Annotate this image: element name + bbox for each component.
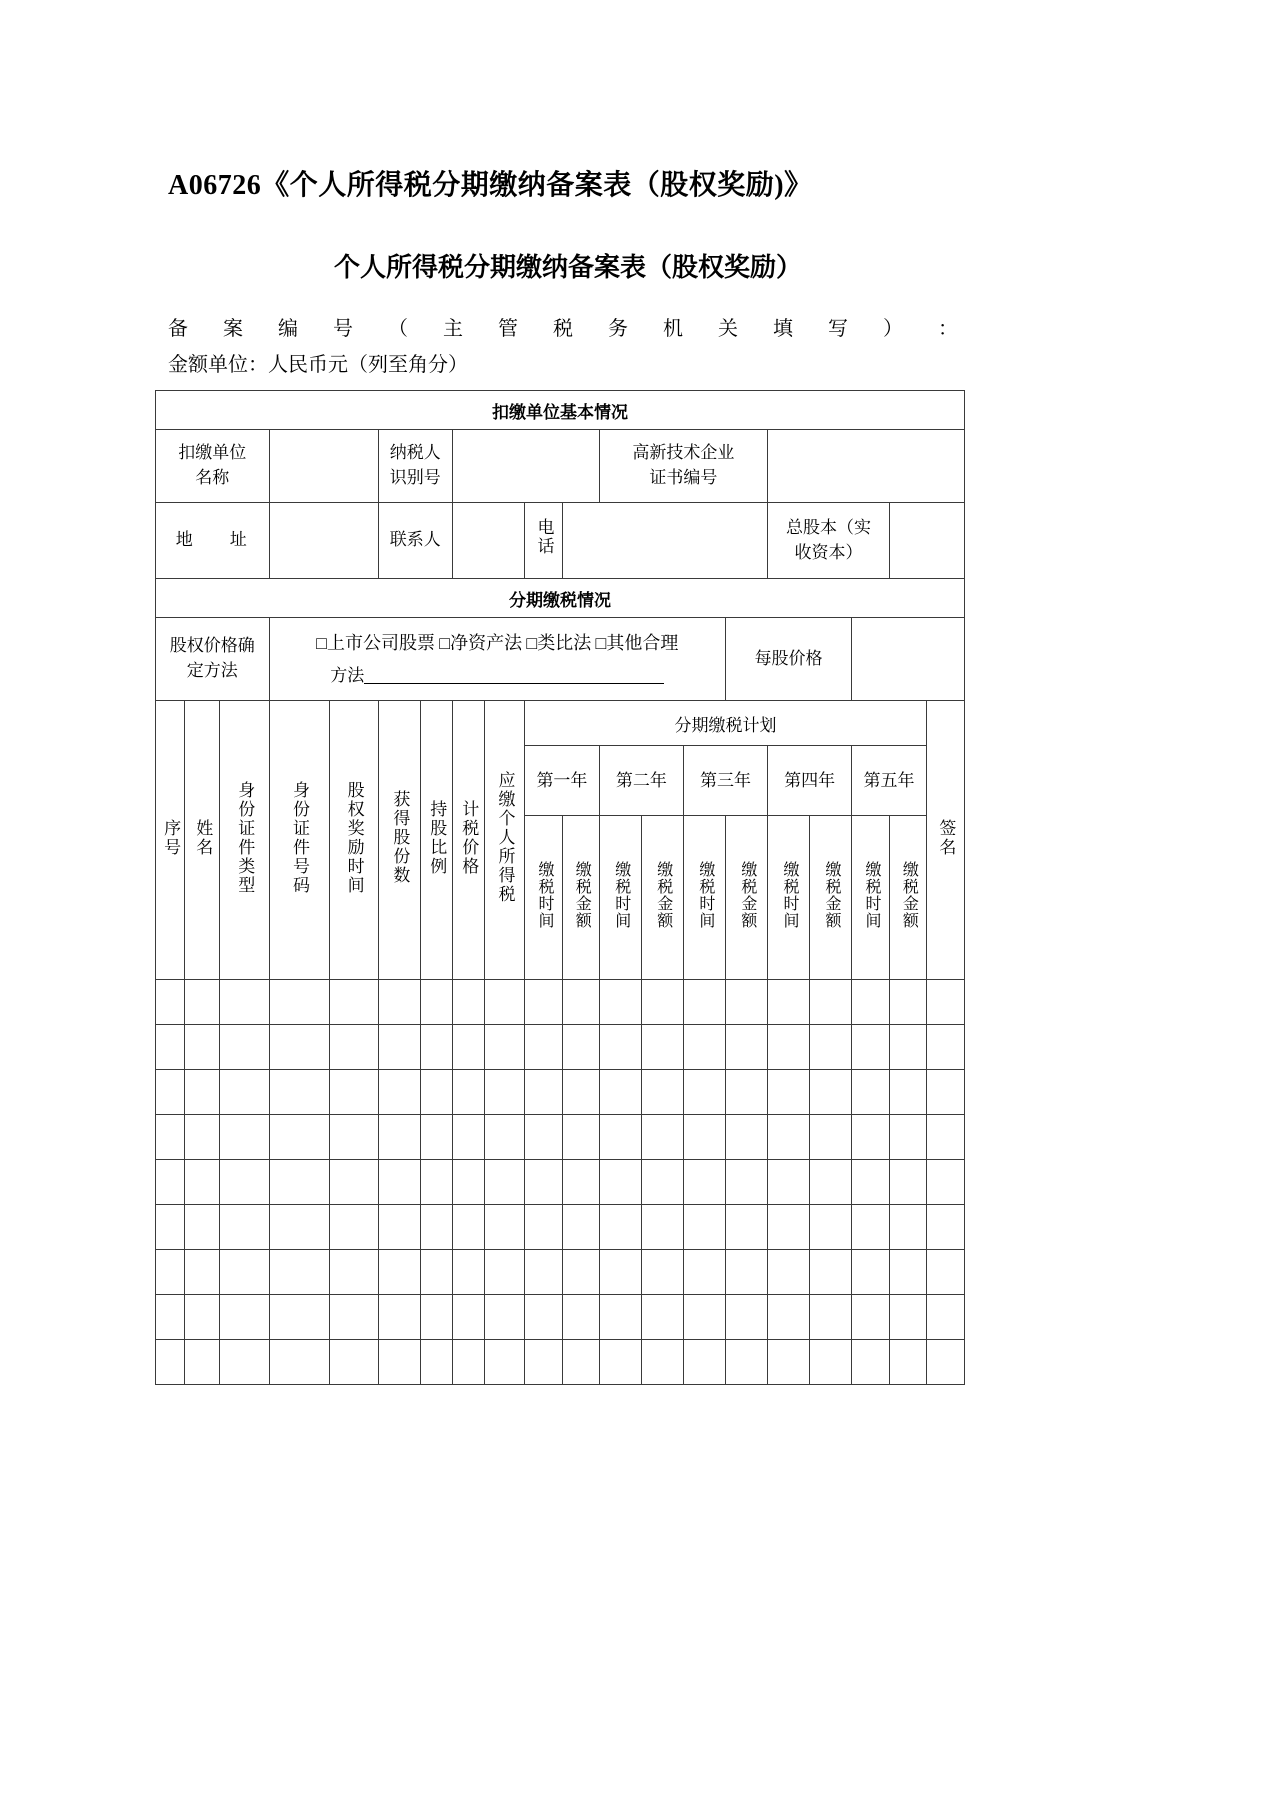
cell-id_number[interactable] <box>269 1070 329 1115</box>
cell-year-5-amount[interactable] <box>890 1115 927 1160</box>
cell-signature[interactable] <box>926 1070 964 1115</box>
section-band-row <box>156 391 965 430</box>
cell-seq[interactable] <box>156 980 185 1025</box>
cell-share_ratio[interactable] <box>421 980 453 1025</box>
record-number-char-1: 案 <box>223 318 243 340</box>
cell-signature[interactable] <box>926 1250 964 1295</box>
cell-share_ratio[interactable] <box>421 1115 453 1160</box>
field-label-withholding-unit-name <box>156 430 270 503</box>
checkbox-option-other[interactable]: □其他合理 <box>595 632 679 653</box>
cell-tax_due[interactable] <box>485 1160 525 1205</box>
cell-tax_price[interactable] <box>452 1295 485 1340</box>
table-row <box>156 1070 965 1115</box>
cell-year-3-time[interactable] <box>683 1115 725 1160</box>
column-header-y5-amount: 缴税金额 <box>890 815 927 979</box>
cell-year-4-time[interactable] <box>768 1070 810 1115</box>
cell-tax_price[interactable] <box>452 1070 485 1115</box>
cell-year-2-amount[interactable] <box>641 980 683 1025</box>
column-header-tax-price: 计税价格 <box>452 701 485 980</box>
record-number-char-12: 写 <box>828 318 848 340</box>
cell-tax_price[interactable] <box>452 980 485 1025</box>
cell-year-2-time[interactable] <box>599 1070 641 1115</box>
record-number-char-10: 关 <box>718 318 738 340</box>
record-number-char-9: 机 <box>663 318 683 340</box>
cell-year-3-amount[interactable] <box>725 1295 767 1340</box>
cell-year-3-amount[interactable] <box>725 980 767 1025</box>
section-band-row-2 <box>156 579 965 618</box>
table-row <box>156 1340 965 1385</box>
cell-share_count[interactable] <box>378 1205 420 1250</box>
cell-year-2-amount[interactable] <box>641 1250 683 1295</box>
cell-id_number[interactable] <box>269 1160 329 1205</box>
cell-tax_price[interactable] <box>452 1160 485 1205</box>
price-method-row <box>156 618 965 701</box>
field-label-price-per-share: 每股价格 <box>725 618 851 701</box>
cell-year-5-amount[interactable] <box>890 1340 927 1385</box>
field-value-address[interactable] <box>269 503 378 579</box>
main-header-row-1 <box>156 701 965 746</box>
field-label-taxpayer-id <box>378 430 452 503</box>
cell-year-1-time[interactable] <box>525 1250 563 1295</box>
field-value-price-per-share[interactable] <box>852 618 965 701</box>
cell-tax_due[interactable] <box>485 1340 525 1385</box>
label-line-2: 名称 <box>195 468 230 487</box>
checkbox-option-net-asset[interactable]: □净资产法 <box>439 632 523 653</box>
cell-year-2-amount[interactable] <box>641 1205 683 1250</box>
section-title-withholding: 扣缴单位基本情况 <box>156 391 965 430</box>
field-label-address <box>156 503 270 579</box>
cell-year-2-amount[interactable] <box>641 1340 683 1385</box>
cell-award_time[interactable] <box>329 1295 378 1340</box>
field-value-phone[interactable] <box>562 503 767 579</box>
withholding-info-row-2 <box>156 503 965 579</box>
cell-year-4-amount[interactable] <box>810 1115 852 1160</box>
cell-year-1-time[interactable] <box>525 1160 563 1205</box>
cell-year-1-time[interactable] <box>525 1025 563 1070</box>
column-header-y5-time: 缴税时间 <box>852 815 890 979</box>
cell-share_ratio[interactable] <box>421 1025 453 1070</box>
other-method-input[interactable] <box>364 664 664 684</box>
cell-name[interactable] <box>185 1340 220 1385</box>
column-header-id-type: 身份证件类型 <box>220 701 269 980</box>
record-number-char-7: 税 <box>553 318 573 340</box>
column-header-share-count: 获得股份数 <box>378 701 420 980</box>
cell-year-3-amount[interactable] <box>725 1070 767 1115</box>
cell-share_count[interactable] <box>378 1340 420 1385</box>
checkbox-options-line <box>270 626 725 660</box>
cell-year-2-time[interactable] <box>599 1160 641 1205</box>
label-line-2: 识别号 <box>389 468 441 487</box>
cell-tax_due[interactable] <box>485 1250 525 1295</box>
table-row <box>156 1115 965 1160</box>
cell-year-5-time[interactable] <box>852 1340 890 1385</box>
record-number-char-5: 主 <box>443 318 463 340</box>
cell-year-1-amount[interactable] <box>562 1205 599 1250</box>
cell-year-2-amount[interactable] <box>641 1070 683 1115</box>
cell-tax_due[interactable] <box>485 980 525 1025</box>
cell-share_count[interactable] <box>378 1160 420 1205</box>
cell-name[interactable] <box>185 980 220 1025</box>
column-header-installment-plan: 分期缴税计划 <box>525 701 927 746</box>
field-value-hightech-cert-no[interactable] <box>768 430 965 503</box>
cell-share_ratio[interactable] <box>421 1340 453 1385</box>
cell-year-1-time[interactable] <box>525 980 563 1025</box>
cell-tax_price[interactable] <box>452 1340 485 1385</box>
cell-share_count[interactable] <box>378 1070 420 1115</box>
cell-year-2-time[interactable] <box>599 1295 641 1340</box>
cell-year-1-time[interactable] <box>525 1205 563 1250</box>
cell-share_ratio[interactable] <box>421 1250 453 1295</box>
cell-year-4-amount[interactable] <box>810 1160 852 1205</box>
cell-signature[interactable] <box>926 1295 964 1340</box>
table-row <box>156 1205 965 1250</box>
withholding-info-row-1 <box>156 430 965 503</box>
other-method-label: 方法 <box>330 666 365 685</box>
cell-year-3-time[interactable] <box>683 1205 725 1250</box>
cell-year-2-time[interactable] <box>599 1205 641 1250</box>
cell-tax_price[interactable] <box>452 1115 485 1160</box>
cell-year-4-amount[interactable] <box>810 1340 852 1385</box>
cell-year-1-time[interactable] <box>525 1070 563 1115</box>
cell-id_number[interactable] <box>269 1115 329 1160</box>
record-number-char-8: 务 <box>608 318 628 340</box>
cell-name[interactable] <box>185 1205 220 1250</box>
label-line-1: 纳税人 <box>389 443 441 463</box>
cell-signature[interactable] <box>926 1160 964 1205</box>
cell-year-3-time[interactable] <box>683 1070 725 1115</box>
cell-year-1-time[interactable] <box>525 1295 563 1340</box>
label-line-1: 高新技术企业 <box>632 443 735 463</box>
cell-year-2-time[interactable] <box>599 1340 641 1385</box>
other-method-input-line <box>270 660 725 692</box>
cell-year-3-amount[interactable] <box>725 1250 767 1295</box>
field-value-total-capital[interactable] <box>890 503 965 579</box>
cell-year-3-time[interactable] <box>683 1250 725 1295</box>
column-header-y4-time: 缴税时间 <box>768 815 810 979</box>
cell-id_type[interactable] <box>220 1250 269 1295</box>
column-header-y1-time: 缴税时间 <box>525 815 563 979</box>
cell-id_number[interactable] <box>269 1340 329 1385</box>
cell-year-5-amount[interactable] <box>890 1070 927 1115</box>
cell-year-4-amount[interactable] <box>810 980 852 1025</box>
column-header-share-ratio: 持股比例 <box>421 701 453 980</box>
section-title-installment: 分期缴税情况 <box>156 579 965 618</box>
column-header-seq: 序号 <box>156 701 185 980</box>
cell-year-5-amount[interactable] <box>890 1025 927 1070</box>
cell-year-2-time[interactable] <box>599 1025 641 1070</box>
cell-year-5-time[interactable] <box>852 980 890 1025</box>
cell-share_ratio[interactable] <box>421 1205 453 1250</box>
cell-id_number[interactable] <box>269 1025 329 1070</box>
field-label-price-method <box>156 618 270 701</box>
cell-year-5-time[interactable] <box>852 1115 890 1160</box>
field-label-total-capital <box>768 503 890 579</box>
column-header-y2-amount: 缴税金额 <box>641 815 683 979</box>
cell-year-1-amount[interactable] <box>562 1160 599 1205</box>
label-line-2: 定方法 <box>186 661 238 680</box>
cell-share_ratio[interactable] <box>421 1160 453 1205</box>
cell-year-3-amount[interactable] <box>725 1115 767 1160</box>
column-header-year-4: 第四年 <box>768 746 852 815</box>
label-line-1: 股权价格确 <box>169 636 255 656</box>
cell-award_time[interactable] <box>329 1025 378 1070</box>
cell-id_number[interactable] <box>269 1250 329 1295</box>
cell-share_ratio[interactable] <box>421 1070 453 1115</box>
column-header-signature: 签名 <box>926 701 964 980</box>
cell-share_count[interactable] <box>378 1250 420 1295</box>
cell-seq[interactable] <box>156 1250 185 1295</box>
label-line-1: 扣缴单位 <box>178 443 247 463</box>
cell-award_time[interactable] <box>329 1115 378 1160</box>
cell-id_type[interactable] <box>220 1070 269 1115</box>
cell-year-5-time[interactable] <box>852 1295 890 1340</box>
cell-id_type[interactable] <box>220 980 269 1025</box>
record-number-char-3: 号 <box>333 318 353 340</box>
cell-tax_due[interactable] <box>485 1070 525 1115</box>
label-text: 电话 <box>534 517 554 556</box>
cell-signature[interactable] <box>926 1205 964 1250</box>
record-number-char-13: ） <box>883 318 903 340</box>
field-label-hightech-cert-no <box>599 430 767 503</box>
cell-seq[interactable] <box>156 1160 185 1205</box>
cell-year-5-time[interactable] <box>852 1205 890 1250</box>
column-header-year-1: 第一年 <box>525 746 600 815</box>
field-value-withholding-unit-name[interactable] <box>269 430 378 503</box>
record-number-char-6: 管 <box>498 318 518 340</box>
table-row <box>156 980 965 1025</box>
table-row <box>156 1250 965 1295</box>
cell-year-1-amount[interactable] <box>562 1340 599 1385</box>
cell-award_time[interactable] <box>329 1160 378 1205</box>
cell-year-3-amount[interactable] <box>725 1160 767 1205</box>
cell-year-3-time[interactable] <box>683 1025 725 1070</box>
cell-tax_due[interactable] <box>485 1025 525 1070</box>
record-number-char-2: 编 <box>278 318 298 340</box>
cell-year-3-amount[interactable] <box>725 1340 767 1385</box>
cell-year-3-amount[interactable] <box>725 1025 767 1070</box>
cell-year-1-amount[interactable] <box>562 1295 599 1340</box>
cell-id_number[interactable] <box>269 980 329 1025</box>
cell-year-3-time[interactable] <box>683 980 725 1025</box>
field-value-taxpayer-id[interactable] <box>452 430 599 503</box>
cell-share_count[interactable] <box>378 1295 420 1340</box>
column-header-y2-time: 缴税时间 <box>599 815 641 979</box>
cell-id_number[interactable] <box>269 1295 329 1340</box>
cell-share_count[interactable] <box>378 1115 420 1160</box>
cell-name[interactable] <box>185 1025 220 1070</box>
field-value-contact-person[interactable] <box>452 503 525 579</box>
column-header-name: 姓名 <box>185 701 220 980</box>
cell-year-2-amount[interactable] <box>641 1295 683 1340</box>
cell-name[interactable] <box>185 1115 220 1160</box>
cell-year-3-time[interactable] <box>683 1295 725 1340</box>
cell-id_type[interactable] <box>220 1340 269 1385</box>
cell-year-4-time[interactable] <box>768 980 810 1025</box>
cell-id_type[interactable] <box>220 1160 269 1205</box>
price-method-options-cell[interactable] <box>269 618 725 701</box>
cell-name[interactable] <box>185 1160 220 1205</box>
column-header-year-5: 第五年 <box>852 746 927 815</box>
cell-tax_price[interactable] <box>452 1205 485 1250</box>
label-line-2: 证书编号 <box>649 468 718 487</box>
record-number-char-0: 备 <box>168 318 188 340</box>
amount-unit-note: 金额单位：人民币元（列至角分） <box>168 354 468 376</box>
cell-year-5-amount[interactable] <box>890 1295 927 1340</box>
cell-seq[interactable] <box>156 1070 185 1115</box>
cell-year-3-time[interactable] <box>683 1340 725 1385</box>
cell-id_type[interactable] <box>220 1115 269 1160</box>
cell-year-2-time[interactable] <box>599 1115 641 1160</box>
column-header-y3-amount: 缴税金额 <box>725 815 767 979</box>
checkbox-option-analogy[interactable]: □类比法 <box>526 632 592 653</box>
record-number-char-14: ： <box>938 318 958 340</box>
cell-tax_due[interactable] <box>485 1115 525 1160</box>
cell-award_time[interactable] <box>329 1250 378 1295</box>
cell-year-5-amount[interactable] <box>890 1160 927 1205</box>
cell-tax_price[interactable] <box>452 1250 485 1295</box>
cell-year-5-amount[interactable] <box>890 1250 927 1295</box>
cell-year-4-time[interactable] <box>768 1295 810 1340</box>
cell-id_type[interactable] <box>220 1205 269 1250</box>
cell-year-5-amount[interactable] <box>890 1205 927 1250</box>
cell-year-1-amount[interactable] <box>562 980 599 1025</box>
cell-year-4-amount[interactable] <box>810 1025 852 1070</box>
cell-id_type[interactable] <box>220 1295 269 1340</box>
cell-year-1-amount[interactable] <box>562 1070 599 1115</box>
cell-year-5-time[interactable] <box>852 1250 890 1295</box>
cell-award_time[interactable] <box>329 1205 378 1250</box>
cell-year-2-time[interactable] <box>599 980 641 1025</box>
cell-award_time[interactable] <box>329 980 378 1025</box>
cell-year-4-time[interactable] <box>768 1160 810 1205</box>
cell-seq[interactable] <box>156 1205 185 1250</box>
cell-share_count[interactable] <box>378 980 420 1025</box>
cell-year-4-time[interactable] <box>768 1250 810 1295</box>
table-row <box>156 1295 965 1340</box>
cell-year-3-time[interactable] <box>683 1160 725 1205</box>
cell-year-2-amount[interactable] <box>641 1160 683 1205</box>
label-text: 地 址 <box>175 530 257 550</box>
cell-year-2-amount[interactable] <box>641 1115 683 1160</box>
cell-year-4-time[interactable] <box>768 1340 810 1385</box>
cell-year-5-amount[interactable] <box>890 980 927 1025</box>
cell-seq[interactable] <box>156 1295 185 1340</box>
record-number-char-4: （ <box>388 318 408 340</box>
cell-share_count[interactable] <box>378 1025 420 1070</box>
cell-signature[interactable] <box>926 1115 964 1160</box>
column-header-id-number: 身份证件号码 <box>269 701 329 980</box>
field-label-contact-person: 联系人 <box>378 503 452 579</box>
cell-year-4-amount[interactable] <box>810 1250 852 1295</box>
cell-year-2-time[interactable] <box>599 1250 641 1295</box>
cell-award_time[interactable] <box>329 1340 378 1385</box>
cell-year-2-amount[interactable] <box>641 1025 683 1070</box>
cell-name[interactable] <box>185 1250 220 1295</box>
cell-year-1-time[interactable] <box>525 1115 563 1160</box>
cell-year-1-time[interactable] <box>525 1340 563 1385</box>
cell-id_type[interactable] <box>220 1025 269 1070</box>
column-header-year-3: 第三年 <box>683 746 767 815</box>
cell-year-1-amount[interactable] <box>562 1115 599 1160</box>
cell-year-4-time[interactable] <box>768 1205 810 1250</box>
cell-name[interactable] <box>185 1070 220 1115</box>
cell-year-5-time[interactable] <box>852 1025 890 1070</box>
cell-award_time[interactable] <box>329 1070 378 1115</box>
cell-year-1-amount[interactable] <box>562 1250 599 1295</box>
column-header-y3-time: 缴税时间 <box>683 815 725 979</box>
cell-year-4-amount[interactable] <box>810 1070 852 1115</box>
cell-year-1-amount[interactable] <box>562 1025 599 1070</box>
cell-year-5-time[interactable] <box>852 1160 890 1205</box>
cell-tax_due[interactable] <box>485 1205 525 1250</box>
cell-year-4-amount[interactable] <box>810 1205 852 1250</box>
cell-year-5-time[interactable] <box>852 1070 890 1115</box>
table-row <box>156 1025 965 1070</box>
cell-year-4-time[interactable] <box>768 1115 810 1160</box>
table-row <box>156 1160 965 1205</box>
column-header-y4-amount: 缴税金额 <box>810 815 852 979</box>
column-header-award-time: 股权奖励时间 <box>329 701 378 980</box>
cell-seq[interactable] <box>156 1115 185 1160</box>
record-number-char-11: 填 <box>773 318 793 340</box>
cell-seq[interactable] <box>156 1340 185 1385</box>
cell-tax_due[interactable] <box>485 1295 525 1340</box>
field-label-phone <box>525 503 563 579</box>
cell-tax_price[interactable] <box>452 1025 485 1070</box>
column-header-y1-amount: 缴税金额 <box>562 815 599 979</box>
cell-share_ratio[interactable] <box>421 1295 453 1340</box>
record-number-line <box>168 312 958 341</box>
page-title: A06726《个人所得税分期缴纳备案表（股权奖励)》 <box>168 170 813 201</box>
cell-year-4-time[interactable] <box>768 1025 810 1070</box>
cell-year-4-amount[interactable] <box>810 1295 852 1340</box>
form-subtitle: 个人所得税分期缴纳备案表（股权奖励） <box>333 253 802 282</box>
cell-signature[interactable] <box>926 1340 964 1385</box>
cell-name[interactable] <box>185 1295 220 1340</box>
label-line-1: 总股本（实 <box>786 517 872 537</box>
column-header-tax-due: 应缴个人所得税 <box>485 701 525 980</box>
checkbox-option-listed-stock[interactable]: □上市公司股票 <box>316 632 436 653</box>
label-line-2: 收资本） <box>794 542 863 562</box>
cell-signature[interactable] <box>926 1025 964 1070</box>
cell-year-3-amount[interactable] <box>725 1205 767 1250</box>
column-header-year-2: 第二年 <box>599 746 683 815</box>
cell-signature[interactable] <box>926 980 964 1025</box>
cell-seq[interactable] <box>156 1025 185 1070</box>
cell-id_number[interactable] <box>269 1205 329 1250</box>
registration-form-table <box>155 390 965 1385</box>
